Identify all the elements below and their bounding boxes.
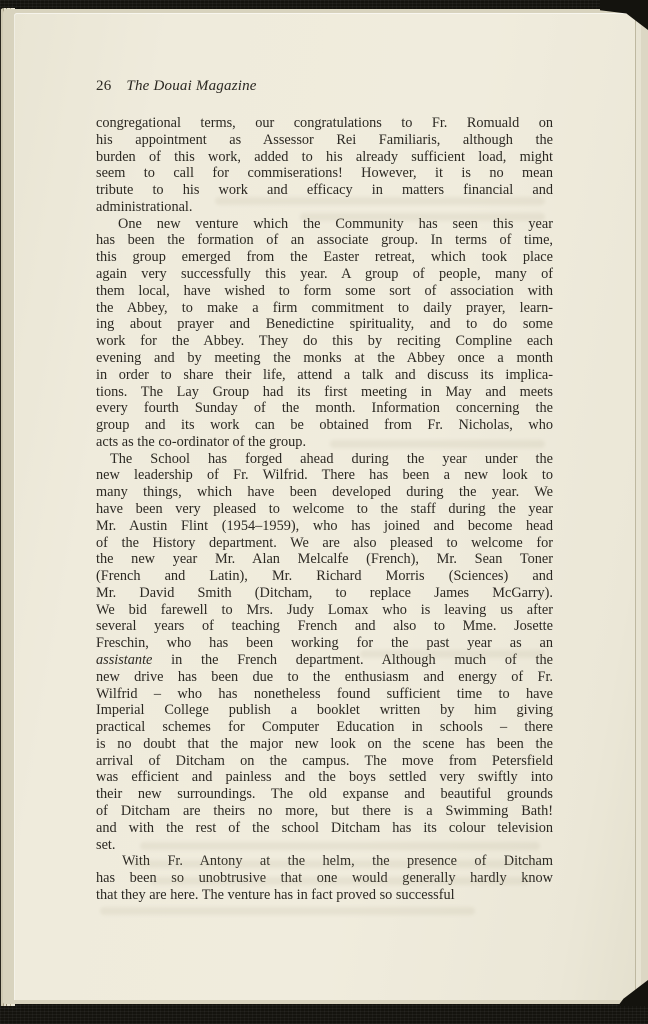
text-line: acts as the co-ordinator of the group. [96, 433, 307, 450]
text-line: practical schemes for Computer Education in schools – there [96, 719, 553, 736]
show-through-ghost [100, 907, 475, 915]
text-line: tribute to his work and efficacy in matters financial and [96, 182, 553, 199]
page-header [96, 78, 257, 95]
text-line: his appointment as Assessor Rei Familiaris, although the [96, 131, 553, 148]
text-line: administrational. [96, 198, 193, 215]
text-line: has been so unobtrusive that one would generally hardly know [96, 870, 553, 887]
text-line: several years of teaching French and also to Mme. Josette [96, 618, 553, 635]
fore-edge-right [635, 10, 648, 1004]
text-line: Wilfrid – who has nonetheless found sufficient time to have [96, 685, 553, 702]
text-line: Imperial College publish a booklet written by him giving [96, 702, 553, 719]
text-line: new drive has been due to the enthusiasm and energy of Fr. [96, 668, 553, 685]
text-line: of Ditcham are theirs no more, but there is a Swimming Bath! [96, 803, 553, 820]
text-line: of the History department. We are also pleased to welcome for [96, 534, 553, 551]
text-line: every fourth Sunday of the month. Information concerning the [96, 400, 553, 417]
text-line: was efficient and painless and the boys settled very swiftly into [96, 769, 553, 786]
text-line: them local, have wished to form some sort of association with [96, 282, 553, 299]
paragraph [96, 216, 553, 451]
text-line: We bid farewell to Mrs. Judy Lomax who is leaving us after [96, 601, 553, 618]
text-line: Mr. Austin Flint (1954–1959), who has joined and become head [96, 517, 553, 534]
text-line: in order to share their life, attend a talk and discuss its implica- [96, 366, 553, 383]
text-line: new leadership of Fr. Wilfrid. There has been a new look to [96, 467, 553, 484]
text-line: seem to call for commiserations! However, it is no mean [96, 165, 553, 182]
text-line: evening and by meeting the monks at the Abbey once a month [96, 349, 553, 366]
text-line: their new surroundings. The old expanse and beautiful grounds [96, 786, 553, 803]
text-line: The School has forged ahead during the year under the [110, 450, 553, 467]
text-line: have been very pleased to welcome to the staff during the year [96, 500, 553, 517]
text-line: One new venture which the Community has seen this year [118, 215, 553, 232]
text-line: the new year Mr. Alan Melcalfe (French), Mr. Sean Toner [96, 551, 553, 568]
paragraph [96, 853, 553, 903]
text-line: set. [96, 836, 116, 853]
text-line: Mr. David Smith (Ditcham, to replace James McGarry). [96, 584, 553, 601]
page-number: 26 [96, 78, 112, 94]
text-line: congregational terms, our congratulations to Fr. Romuald on [96, 115, 553, 131]
text-line: again very successfully this year. A group of people, many of [96, 266, 553, 283]
text-line: the Abbey, to make a firm commitment to daily prayer, learn- [96, 299, 553, 316]
magazine-page [14, 13, 635, 1000]
text-line: ing about prayer and Benedictine spirituality, and to do some [96, 316, 553, 333]
text-line: this group emerged from the Easter retreat, which took place [96, 249, 553, 266]
text-line: burden of this work, added to his already sufficient load, might [96, 148, 553, 165]
text-line: arrival of Ditcham on the campus. The move from Petersfield [96, 752, 553, 769]
text-line: and with the rest of the school Ditcham has its colour television [96, 819, 553, 836]
text-line: work for the Abbey. They do this by reciting Compline each [96, 333, 553, 350]
text-line: has been the formation of an associate group. In terms of time, [96, 232, 553, 249]
text-line: group and its work can be obtained from Fr. Nicholas, who [96, 417, 553, 434]
text-line: many things, which have been developed during the year. We [96, 484, 553, 501]
page-text [96, 115, 553, 904]
text-line: that they are here. The venture has in fact proved so successful [96, 886, 455, 903]
text-line: is no doubt that the major new look on the scene has been the [96, 735, 553, 752]
text-line: assistante in the French department. Although much of the [96, 652, 553, 668]
text-line: (French and Latin), Mr. Richard Morris (Sciences) and [96, 568, 553, 585]
paragraph [96, 451, 553, 854]
text-line: With Fr. Antony at the helm, the presence of Ditcham [122, 853, 553, 870]
paragraph [96, 115, 553, 216]
text-line: Freschin, who has been working for the past year as an [96, 635, 553, 652]
text-line: tions. The Lay Group had its first meeting in May and meets [96, 383, 553, 400]
magazine-title: The Douai Magazine [126, 78, 257, 94]
